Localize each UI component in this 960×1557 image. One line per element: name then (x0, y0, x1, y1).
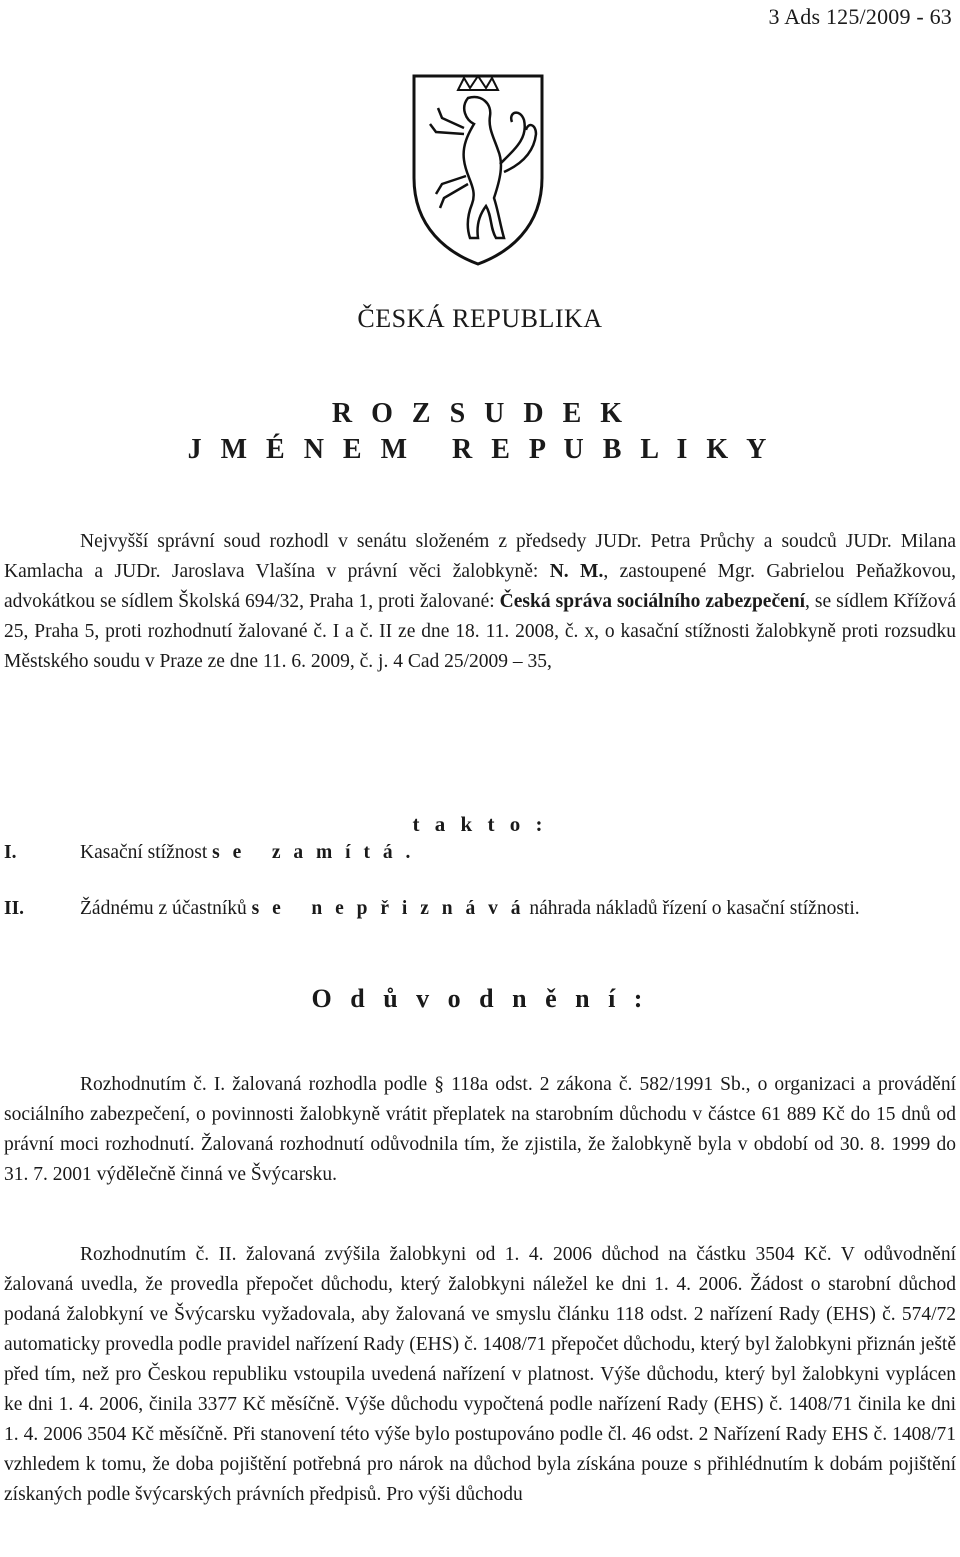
reasoning-heading: O d ů v o d n ě n í : (311, 984, 649, 1013)
ruling-verb: s e n e p ř i z n á v á (251, 898, 525, 919)
ruling-text: Kasační stížnost (80, 842, 213, 863)
takto-heading: t a k t o : (412, 812, 548, 836)
verdict-title (0, 396, 960, 468)
defendant-name: Česká správa sociálního zabezpečení (499, 591, 806, 612)
reasoning-paragraph-2: Rozhodnutím č. II. žalovaná zvýšila žalobkyni od 1. 4. 2006 důchod na částku 3504 Kč. V odůvodnění žalovaná uvedla, že provedla přepočet důchodu, který žalobkyni náležel ke dni 1. 4. 2006. Žádost o starobní důchod podaná žalobkyní ve Švýcarsku vyžadovala, aby žalovaná ve smyslu článku 118 odst. 2 nařízení Rady (EHS) č. 574/72 automaticky provedla podle pravidel nařízení Rady (EHS) č. 1408/71 přepočet důchodu, který byl žalobkyni přiznán ještě před tím, než pro Českou republiku vstoupila uvedená nařízení v platnost. Výše důchodu, který byl žalobkyni vyplácen ke dni 1. 4. 2006, činila 3377 Kč měsíčně. Výše důchodu vypočtená podle nařízení Rady (EHS) č. 1408/71 činila ke dni 1. 4. 2006 3504 Kč měsíčně. Při stanovení této výše bylo postupováno podle čl. 46 odst. 2 Nařízení Rady EHS č. 1408/71 vzhledem k tomu, že doba pojištění potřebná pro nárok na důchod byla získána pouze s přihlédnutím k dobám pojištění získaných podle švýcarských právních předpisů. Pro výši důchodu (4, 1244, 956, 1505)
ruling-number: II. (4, 898, 25, 919)
ruling-text-end: náhrada nákladů řízení o kasační stížnosti. (524, 898, 860, 919)
case-number: 3 Ads 125/2009 - 63 (768, 4, 952, 29)
reasoning-paragraph-1: Rozhodnutím č. I. žalovaná rozhodla podle § 118a odst. 2 zákona č. 582/1991 Sb., o organizaci a provádění sociálního zabezpečení, o povinnosti žalobkyně vrátit přeplatek na starobním důchodu v částce 61 889 Kč do 15 dnů od právní moci rozhodnutí. Žalovaná rozhodnutí odůvodnila tím, že zjistila, že žalobkyně byla v období od 30. 8. 1999 do 31. 7. 2001 výdělečně činná ve Švýcarsku. (4, 1074, 956, 1185)
ruling-number: I. (4, 842, 17, 863)
intro-paragraph (4, 527, 956, 677)
country-name: ČESKÁ REPUBLIKA (357, 304, 603, 333)
czech-coat-of-arms-icon (408, 68, 548, 268)
intro-text-1: Nejvyšší správní soud rozhodl v senátu složeném z předsedy JUDr. Petra Průchy a soudců JUDr. Milana Kamlacha a JUDr. Jaroslava Vlašína v právní věci žalobkyně: (4, 531, 956, 582)
intro-text-3: , se sídlem Křížová 25, Praha 5, proti rozhodnutí žalované č. I a č. II ze dne 18. 11. 2008, č. x, o kasační stížnosti žalobkyně proti rozsudku Městského soudu v Praze ze dne 11. 6. 2009, č. j. 4 Cad 25/2009 – 35, (4, 591, 956, 672)
ruling-verb: s e z a m í t á . (212, 842, 415, 863)
verdict-title-line2: J M É N E M R E P U B L I K Y (187, 434, 773, 465)
verdict-title-line1: R O Z S U D E K (331, 398, 629, 429)
claimant-name: N. M. (549, 561, 604, 582)
intro-text-2: , zastoupené Mgr. Gabrielou Peňažkovou, advokátkou se sídlem Školská 694/32, Praha 1, proti žalované: (4, 561, 956, 612)
ruling-text: Žádnému z účastníků (80, 898, 252, 919)
